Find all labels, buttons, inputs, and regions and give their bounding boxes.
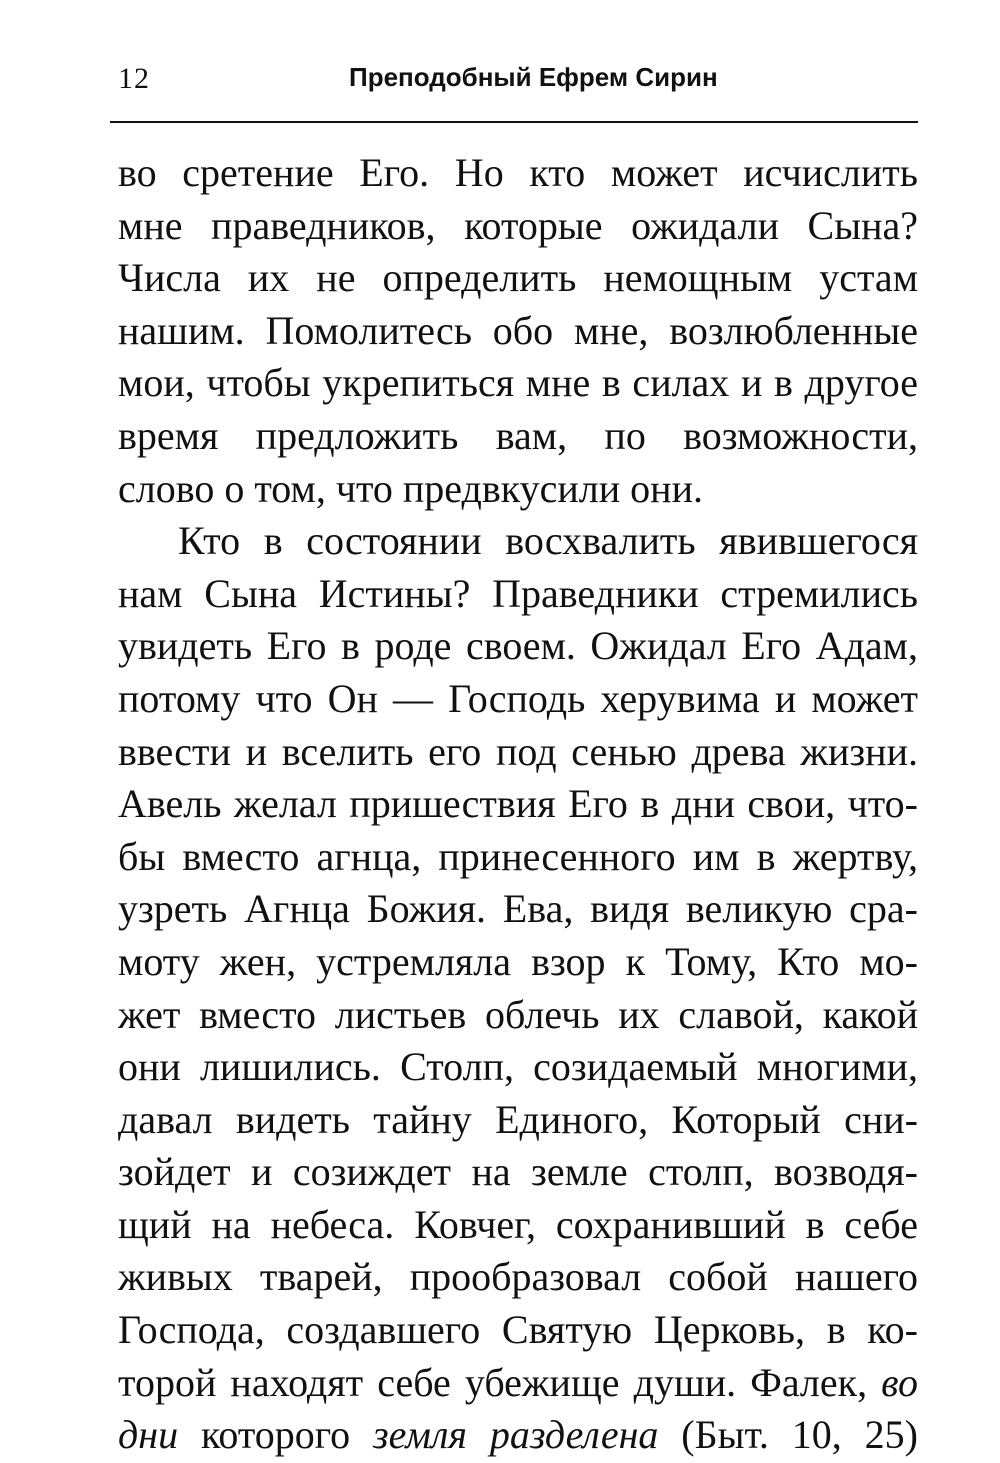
text-line: во сретение Его. Но кто может исчислить [118,150,918,195]
text-line: они лишились. Столп, созидаемый многими, [118,1044,918,1090]
text-line: нам Сына Истины? Праведники стремились [118,570,918,616]
header-rule [110,121,918,123]
text-line: Числа их не определить немощным устам [118,255,918,301]
running-title: Преподобный Ефрем Сирин [349,62,718,92]
paragraph-1 [118,147,918,515]
page-number: 12 [118,62,150,95]
text-line: нашим. Помолитесь обо мне, возлюбленные [118,307,918,353]
text-line-with-italic [118,1357,918,1410]
text-line: живых тварей, прообразовал собой нашего [118,1254,918,1300]
italic-segment: дни [118,1412,179,1458]
italic-segment: во [881,1359,918,1405]
text-segment: (Быт. 10, 25) [658,1412,918,1458]
text-line: щий на небеса. Ковчег, сохранивший в себе [118,1201,918,1247]
text-line: мне праведников, которые ожидали Сына? [118,202,918,248]
text-segment: торой находят себе убежище души. Фалек, [118,1359,882,1405]
italic-segment: земля разделена [373,1412,659,1458]
text-line: время предложить вам, по возможности, [118,412,918,458]
text-line: узреть Агнца Божия. Ева, видя великую сра- [118,886,918,932]
text-line: жет вместо листьев облечь их славой, какой [118,991,918,1037]
body-text [118,147,918,1462]
text-line: Авель желал пришествия Его в дни свои, что- [118,781,918,827]
text-line: давал видеть тайну Единого, Который сни- [118,1096,918,1142]
text-line: увидеть Его в роде своем. Ожидал Его Адам, [118,623,918,669]
text-line: моту жен, устремляла взор к Тому, Кто мо- [118,938,918,984]
text-line: Кто в состоянии восхвалить явившегося [178,518,918,564]
text-line-with-italic [118,1409,918,1462]
running-head [118,62,918,110]
text-line: Господа, создавшего Святую Церковь, в ко- [118,1307,918,1353]
text-line: слово о том, что предвкусили они. [118,465,703,511]
text-line: зойдет и созиждет на земле столп, возводя- [118,1149,918,1195]
text-line: потому что Он — Господь херувима и может [118,675,918,721]
text-line: бы вместо агнца, принесенного им в жертву, [118,833,918,879]
text-segment: которого [178,1412,374,1458]
paragraph-2 [118,515,918,1462]
text-line: ввести и вселить его под сенью древа жизни. [118,728,918,774]
text-line: мои, чтобы укрепиться мне в силах и в другое [118,360,918,406]
